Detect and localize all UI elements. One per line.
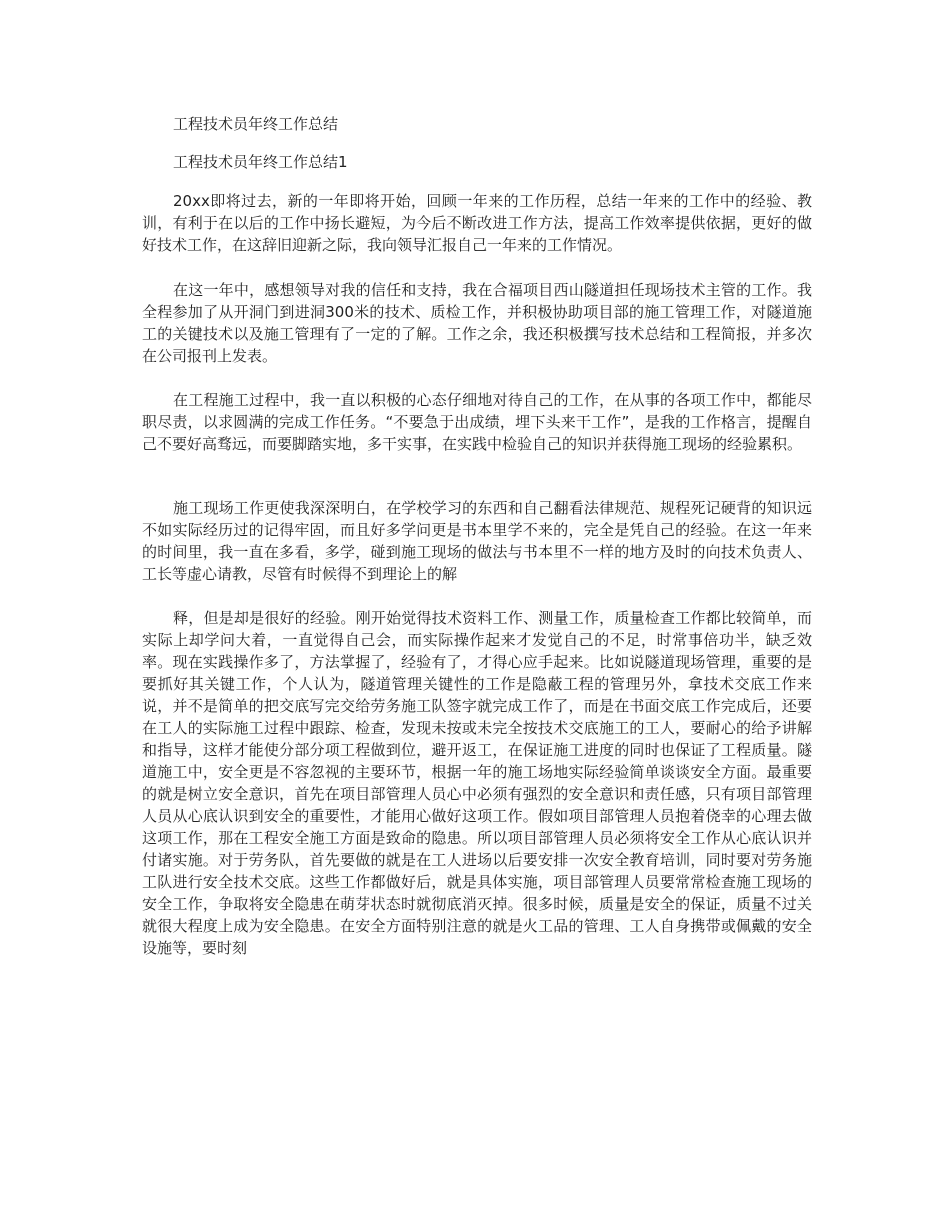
paragraph-intro: 20xx即将过去，新的一年即将开始，回顾一年来的工作历程，总结一年来的工作中的经验、教训，有利于在以后的工作中扬长避短，为今后不断改进工作方法，提高工作效率提供依据，更好的做好技术工作，在这辞旧迎新之际，我向领导汇报自己一年来的工作情况。 [142,192,812,254]
paragraph-tunnel-role: 在这一年中，感想领导对我的信任和支持，我在合福项目西山隧道担任现场技术主管的工作。我全程参加了从开洞门到进洞300米的技术、质检工作，并积极协助项目部的施工管理工作，对隧道施工的关键技术以及施工管理有了一定的了解。工作之余，我还积极撰写技术总结和工程简报，并多次在公司报刊上发表。 [142,281,812,365]
paragraph-work-attitude: 在工程施工过程中，我一直以积极的心态仔细地对待自己的工作，在从事的各项工作中，都能尽职尽责，以求圆满的完成工作任务。“不要急于出成绩，埋下头来干工作”，是我的工作格言，提醒自己不要好高骛远，而要脚踏实地，多干实事，在实践中检验自己的知识并获得施工现场的经验累积。 [142,391,812,453]
paragraph-site-learning: 施工现场工作更使我深深明白，在学校学习的东西和自己翻看法律规范、规程死记硬背的知识远不如实际经历过的记得牢固，而且好多学问更是书本里学不来的，完全是凭自己的经验。在这一年来的时间里，我一直在多看，多学，碰到施工现场的做法与书本里不一样的地方及时的向技术负责人、工长等虚心请教，尽管有时候得不到理论上的解 [142,499,812,583]
document-subtitle: 工程技术员年终工作总结1 [173,153,348,171]
document-title: 工程技术员年终工作总结 [173,115,339,133]
paragraph-experience-safety: 释，但是却是很好的经验。刚开始觉得技术资料工作、测量工作，质量检查工作都比较简单，而实际上却学问大着，一直觉得自己会，而实际操作起来才发觉自己的不足，时常事倍功半，缺乏效率。现在实践操作多了，方法掌握了，经验有了，才得心应手起来。比如说隧道现场管理，重要的是要抓好其关键工作，个人认为，隧道管理关键性的工作是隐蔽工程的管理另外，拿技术交底工作来说，并不是简单的把交底写完交给劳务施工队签字就完成工作了，而是在书面交底工作完成后，还要在工人的实际施工过程中跟踪、检查，发现未按或未完全按技术交底施工的工人，要耐心的给予讲解和指导，这样才能使分部分项工程做到位，避开返工，在保证施工进度的同时也保证了工程质量。隧道施工中，安全更是不容忽视的主要环节，根据一年的施工场地实际经验简单谈谈安全方面。最重要的就是树立安全意识，首先在项目部管理人员心中必须有强烈的安全意识和责任感，只有项目部管理人员从心底认识到安全的重要性，才能用心做好这项工作。假如项目部管理人员抱着侥幸的心理去做这项工作，那在工程安全施工方面是致命的隐患。所以项目部管理人员必须将安全工作从心底认识并付诸实施。对于劳务队，首先要做的就是在工人进场以后要安排一次安全教育培训，同时要对劳务施工队进行安全技术交底。这些工作都做好后，就是具体实施，项目部管理人员要常常检查施工现场的安全工作，争取将安全隐患在萌芽状态时就彻底消灭掉。很多时候，质量是安全的保证，质量不过关就很大程度上成为安全隐患。在安全方面特别注意的就是火工品的管理、工人自身携带或佩戴的安全设施等，要时刻 [142,609,812,957]
